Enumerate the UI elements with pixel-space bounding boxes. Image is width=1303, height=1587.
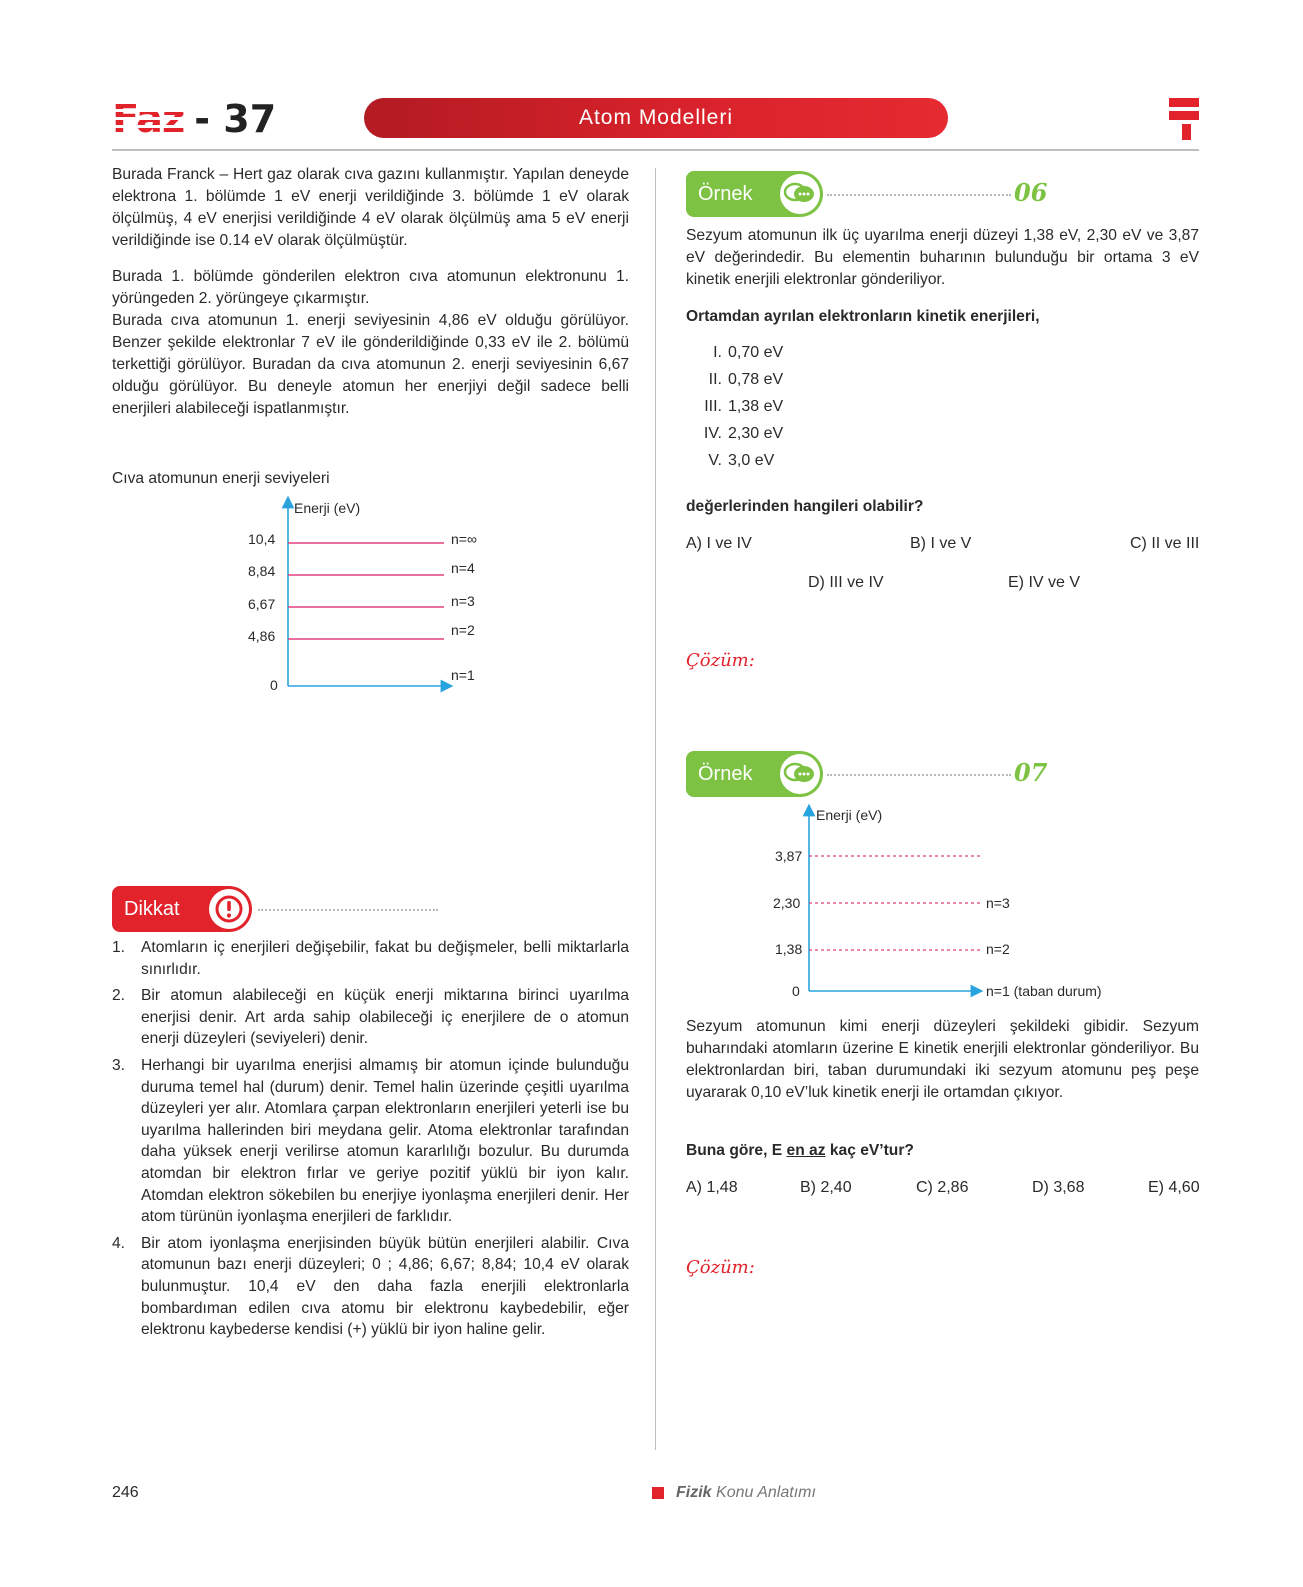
dikkat-list: [112, 937, 629, 1346]
level-value: 1,38: [775, 941, 803, 957]
solution-label: Çözüm:: [686, 650, 755, 671]
roman-item: [690, 398, 810, 425]
item-text: Herhangi bir uyarılma enerjisi almamış bir atomun içinde bulunduğu duruma temel hal (durum) denir. Temel halin üzerinde çeşitli uyarılma düzeyleri yer alır. Atomlara çarpan elektronların enerjileri yeterli ise bu uyarılma hallerinden biri meydana gelir. Atoma elektronlar tarafından daha yüksek enerji verilirse atomun kararlılığı bozulur. Bu durumda atomdan bir elektron fırlar ve geriye pozitif yüklü bir iyon kalır. Atomdan elektron sökebilen bu enerjiye iyonlaşma enerjileri denir. Her atom türünün iyonlaşma enerjileri de farklıdır.: [141, 1056, 629, 1226]
question-text: kaç eV’tur?: [825, 1142, 914, 1159]
zero-label: 0: [270, 677, 278, 693]
level-value: 6,67: [248, 596, 276, 612]
zero-label: 0: [792, 983, 800, 999]
level-value: 2,30: [773, 895, 801, 911]
roman-value: 0,78 eV: [728, 371, 784, 388]
example-06-question-end: değerlerinden hangileri olabilir?: [686, 498, 924, 515]
example-number: 07: [1014, 758, 1048, 787]
logo-mark: Faz: [112, 96, 185, 142]
speech-bubbles-icon: [780, 174, 820, 214]
warning-icon: [209, 889, 249, 929]
question-text: Buna göre, E: [686, 1142, 787, 1159]
item-number: 1.: [112, 939, 126, 956]
example-label: Örnek: [698, 182, 753, 205]
example-07-question: [686, 1140, 1199, 1162]
roman-item: [690, 425, 810, 452]
level-label: n=2: [986, 941, 1010, 957]
diagram-caption: Cıva atomunun enerji seviyeleri: [112, 470, 330, 487]
option-b[interactable]: B) I ve V: [910, 535, 972, 552]
item-number: 3.: [112, 1056, 126, 1074]
list-item: [112, 1055, 629, 1228]
faz-logo: [112, 98, 276, 140]
option-c[interactable]: C) 2,86: [916, 1179, 969, 1196]
option-b[interactable]: B) 2,40: [800, 1179, 852, 1196]
list-item: [112, 937, 629, 980]
level-label: n=2: [451, 622, 475, 638]
level-value: 4,86: [248, 628, 276, 644]
roman-numeral: I.: [713, 344, 722, 361]
dikkat-dotted-line: [258, 909, 438, 911]
item-number: 4.: [112, 1234, 126, 1252]
item-text: Atomların iç enerjileri değişebilir, fakat bu değişmeler, belli miktarlarla sınırlıdır.: [141, 939, 629, 978]
level-label: n=4: [451, 560, 475, 576]
level-label: n=∞: [451, 531, 477, 547]
list-item: [112, 985, 629, 1050]
example-label: Örnek: [698, 762, 753, 785]
para-orbit: Burada 1. bölümde gönderilen elektron cıva atomunun elektronunu 1. yörüngeden 2. yörüngeye çıkarmıştır.: [112, 268, 629, 307]
solution-label: Çözüm:: [686, 1257, 755, 1278]
roman-item: [690, 452, 810, 479]
example-06-text: Sezyum atomunun ilk üç uyarılma enerji düzeyi 1,38 eV, 2,30 eV ve 3,87 eV değerindedir. Bu elementin buharının bulunduğu bir ortama 3 eV kinetik enerjili elektronlar gönderiliyor.: [686, 227, 1199, 288]
base-level-label: n=1: [451, 667, 475, 683]
brand-bold: Fizik: [676, 1484, 712, 1501]
roman-numeral: III.: [704, 398, 722, 415]
footer-brand: [652, 1484, 816, 1502]
option-a[interactable]: A) I ve IV: [686, 535, 752, 552]
example-06-question: Ortamdan ayrılan elektronların kinetik enerjileri,: [686, 308, 1040, 325]
example-06-badge: [686, 171, 823, 217]
roman-value: 3,0 eV: [728, 452, 775, 469]
level-label: n=3: [451, 593, 475, 609]
speech-bubbles-icon: [780, 754, 820, 794]
roman-value: 0,70 eV: [728, 344, 784, 361]
dikkat-badge: [112, 886, 252, 932]
base-level-label: n=1 (taban durum): [986, 983, 1102, 999]
roman-list: [690, 344, 810, 479]
item-text: Bir atom iyonlaşma enerjisinden büyük bütün enerjileri alabilir. Cıva atomunun bazı enerji düzeyleri; 0 ; 4,86; 6,67; 8,84; 10,4 eV olarak bulunmuştur. 10,4 eV den daha fazla enerjili elektronlarla bombardıman edilen cıva atomu bir elektronu kaybedebilir, eğer elektronu kaybederse kendisi (+) yüklü bir iyon haline gelir.: [141, 1234, 629, 1339]
brand-rest: Konu Anlatımı: [716, 1484, 816, 1501]
roman-item: [690, 344, 810, 371]
axis-label: Enerji (eV): [816, 807, 883, 823]
level-label: n=3: [986, 895, 1010, 911]
column-divider: [655, 168, 656, 1450]
page-number: 246: [112, 1484, 139, 1501]
level-value: 8,84: [248, 563, 276, 579]
item-text: Bir atomun alabileceği en küçük enerji miktarına birinci uyarılma enerjisi denir. Art arda sahip olabileceği iç enerjilere de o atomun enerji düzeyleri (seviyeleri) denir.: [141, 987, 629, 1048]
cesium-energy-diagram: [760, 800, 1120, 1005]
example-dotted-line: [827, 774, 1011, 776]
roman-item: [690, 371, 810, 398]
option-e[interactable]: E) IV ve V: [1008, 574, 1081, 591]
intro-paragraph: [112, 164, 629, 252]
example-07-text: Sezyum atomunun kimi enerji düzeyleri şekildeki gibidir. Sezyum buharındaki atomların üzerine E kinetik enerjili elektronlar gönderiliyor. Bu elektronlardan biri, taban durumundaki iki sezyum atomunu peş peşe uyararak 0,10 eV’luk kinetik enerji ile ortamdan çıkıyor.: [686, 1018, 1199, 1101]
unit-number: - 37: [194, 97, 277, 141]
dikkat-label: Dikkat: [124, 897, 180, 920]
para-franck-hertz: Burada Franck – Hert gaz olarak cıva gazını kullanmıştır. Yapılan deneyde elektrona 1. bölümde 1 eV enerji verildiğinde 3. bölümde 1 eV olarak ölçülmüş, 4 eV enerjisi verildiğinde 4 eV olarak ölçülmüş ama 5 eV enerji verildiğinde ise 0.14 eV olarak ölçülmüştür.: [112, 166, 629, 249]
example-07-badge: [686, 751, 823, 797]
para-levels: Burada cıva atomunun 1. enerji seviyesinin 4,86 eV olduğu görülüyor. Benzer şekilde elektronlar 7 eV ile gönderildiğinde 0,33 eV ile 2. bölümü terkettiği görülüyor. Buradan da cıva atomunun 2. enerji seviyesinin 6,67 olduğu görülüyor. Bu deneyle atomun her enerjiyi değil sadece belli enerjileri alabileceği ispatlanmıştır.: [112, 312, 629, 417]
item-number: 2.: [112, 987, 126, 1005]
roman-numeral: II.: [708, 371, 722, 388]
example-number: 06: [1014, 178, 1048, 207]
roman-numeral: IV.: [703, 425, 722, 442]
option-d[interactable]: D) 3,68: [1032, 1179, 1085, 1196]
mercury-energy-diagram: [230, 492, 510, 702]
level-value: 10,4: [248, 531, 276, 547]
axis-label: Enerji (eV): [294, 500, 361, 516]
option-e[interactable]: E) 4,60: [1148, 1179, 1200, 1196]
option-a[interactable]: A) 1,48: [686, 1179, 738, 1196]
explanation-paragraph: [112, 266, 629, 420]
question-emphasis: en az: [786, 1142, 826, 1159]
roman-value: 2,30 eV: [728, 425, 784, 442]
roman-value: 1,38 eV: [728, 398, 784, 415]
list-item: [112, 1233, 629, 1341]
example-dotted-line: [827, 194, 1011, 196]
chapter-title: Atom Modelleri: [364, 98, 948, 138]
level-value: 3,87: [775, 848, 803, 864]
option-c[interactable]: C) II ve III: [1130, 535, 1200, 552]
brand-square-icon: [652, 1487, 664, 1499]
brand-text: [676, 1484, 816, 1502]
corner-logo-icon: [1169, 98, 1199, 140]
roman-numeral: V.: [708, 452, 722, 469]
header-rule: [112, 149, 1199, 151]
option-d[interactable]: D) III ve IV: [808, 574, 884, 591]
